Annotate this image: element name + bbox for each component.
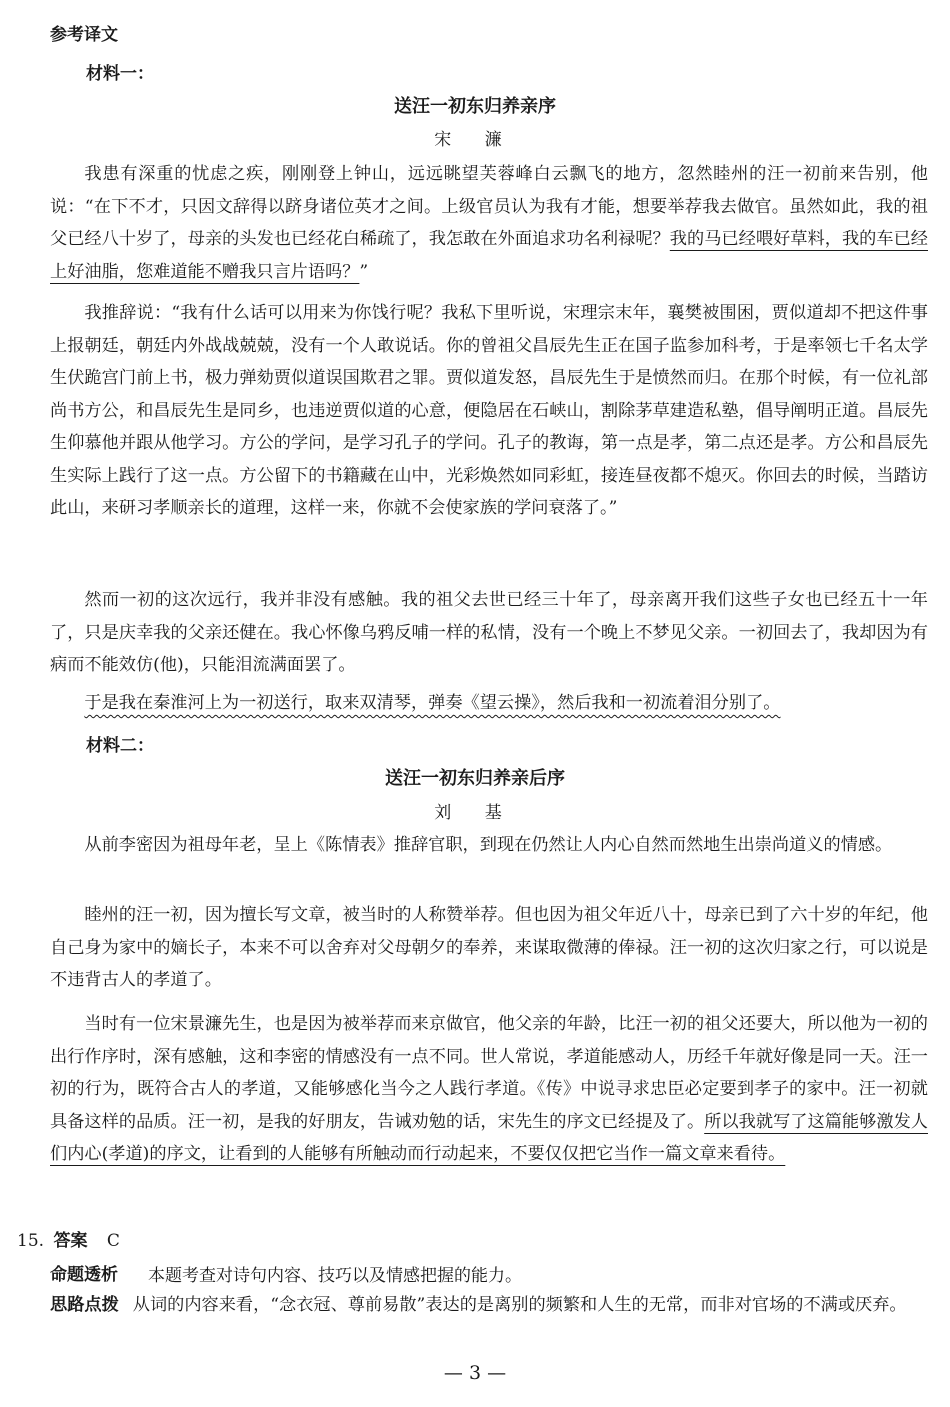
material-one-paragraph-1: 我患有深重的忧虑之疾，刚刚登上钟山，远远眺望芙蓉峰白云飘飞的地方，忽然睦州的汪一初前来告别，他说：“在下不才，只因文辞得以跻身诸位英才之间。上级官员认为我有才能，想要举荐我去做官。虽然如此，我的祖父已经八十岁了，母亲的头发也已经花白稀疏了，我怎敢在外面追求功名利禄呢？我的马已经喂好草料，我的车已经上好油脂，您难道能不赠我只言片语吗？” xyxy=(50,164,928,282)
question-number: 15. xyxy=(17,1231,45,1251)
material-one-paragraph-2: 我推辞说：“我有什么话可以用来为你饯行呢？我私下里听说，宋理宗末年，襄樊被围困，贾似道却不把这件事上报朝廷，朝廷内外战战兢兢，没有一个人敢说话。你的曾祖父昌辰先生正在国子监参加科考，于是率领七千名太学生伏跪宫门前上书，极力弹劾贾似道误国欺君之罪。贾似道发怒，昌辰先生于是愤然而归。在那个时候，有一位礼部尚书方公，和昌辰先生是同乡，也违逆贾似道的心意，便隐居在石峡山，割除茅草建造私塾，倡导阐明正道。昌辰先生仰慕他并跟从他学习。方公的学问，是学习孔子的学问。孔子的教诲，第一点是孝，第二点还是孝。方公和昌辰先生实际上践行了这一点。方公留下的书籍藏在山中，光彩焕然如同彩虹，接连昼夜都不熄灭。你回去的时候，当踏访此山，来研习孝顺亲长的道理，这样一来，你就不会使家族的学问衰落了。” xyxy=(50,303,928,518)
material-one-author: 宋 濂 xyxy=(434,130,516,150)
underlined-sentence: 所以我就写了这篇能够激发人们内心(孝道)的序文，让看到的人能够有所触动而行动起来，不要仅仅把它当作一篇文章来看待。 xyxy=(50,1111,928,1164)
material-one-title: 送汪一初东归养亲序 xyxy=(394,96,556,117)
section-title: 参考译文 xyxy=(50,25,118,45)
material-two-author: 刘 基 xyxy=(434,803,516,823)
material-one-label: 材料一： xyxy=(86,64,154,84)
answer-value: C xyxy=(106,1231,120,1251)
material-two-paragraph-1: 从前李密因为祖母年老，呈上《陈情表》推辞官职，到现在仍然让人内心自然而然地生出崇尚道义的情感。 xyxy=(84,835,893,855)
material-two-paragraph-3: 当时有一位宋景濂先生，也是因为被举荐而来京做官，他父亲的年龄，比汪一初的祖父还要大，所以他为一初的出行作序时，深有感触，这和李密的情感没有一点不同。世人常说，孝道能感动人，历经千年就好像是同一天。汪一初的行为，既符合古人的孝道，又能够感化当今之人践行孝道。《传》中说寻求忠臣必定要到孝子的家中。汪一初就具备这样的品质。汪一初，是我的好朋友，告诫劝勉的话，宋先生的序文已经提及了。所以我就写了这篇能够激发人们内心(孝道)的序文，让看到的人能够有所触动而行动起来，不要仅仅把它当作一篇文章来看待。 xyxy=(50,1014,928,1164)
page-number: — 3 — xyxy=(443,1362,507,1384)
underlined-sentence: 我的马已经喂好草料，我的车已经上好油脂，您难道能不赠我只言片语吗？ xyxy=(50,229,928,282)
answer-label: 答案 xyxy=(53,1231,88,1251)
material-two-title: 送汪一初东归养亲后序 xyxy=(385,768,565,789)
material-two-paragraph-2: 睦州的汪一初，因为擅长写文章，被当时的人称赞举荐。但也因为祖父年近八十，母亲已到了六十岁的年纪，他自己身为家中的嫡长子，本来不可以舍弃对父母朝夕的奉养，来谋取微薄的俸禄。汪一初的这次归家之行，可以说是不违背古人的孝道了。 xyxy=(50,905,928,990)
intent-text: 本题考查对诗句内容、技巧以及情感把握的能力。 xyxy=(148,1266,522,1286)
material-one-paragraph-4 xyxy=(50,687,928,720)
question-15-answer-row xyxy=(17,1226,120,1251)
intent-label: 命题透析 xyxy=(50,1265,118,1285)
wavy-underlined-sentence: 于是我在秦淮河上为一初送行，取来双清琴，弹奏《望云操》，然后我和一初流着泪分别了。 xyxy=(84,693,781,713)
analysis-label: 思路点拨 xyxy=(50,1295,119,1315)
material-two-label: 材料二： xyxy=(86,736,154,756)
material-one-paragraph-3: 然而一初的这次远行，我并非没有感触。我的祖父去世已经三十年了，母亲离开我们这些子女也已经五十一年了，只是庆幸我的父亲还健在。我心怀像乌鸦反哺一样的私情，没有一个晚上不梦见父亲。一初回去了，我却因为有病而不能效仿(他)，只能泪流满面罢了。 xyxy=(50,590,928,675)
analysis-paragraph: 思路点拨 从词的内容来看，“念衣冠、尊前易散”表达的是离别的频繁和人生的无常，而非对官场的不满或厌弃。 xyxy=(50,1295,907,1315)
